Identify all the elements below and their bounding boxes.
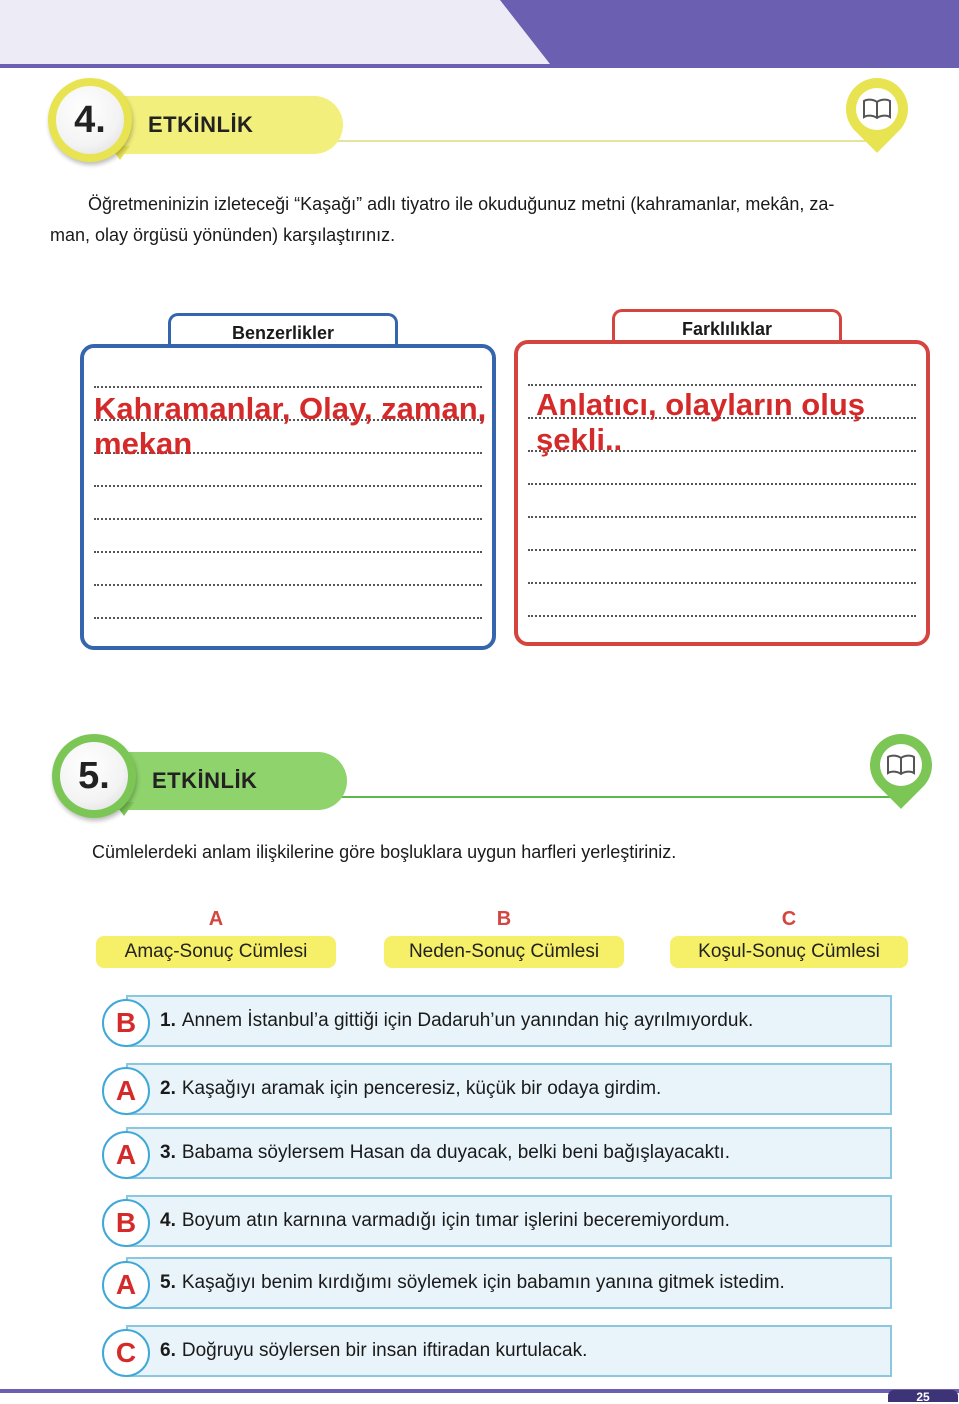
category-label: Amaç-Sonuç Cümlesi: [96, 936, 336, 968]
sentence-text: [160, 1127, 730, 1179]
sentence-row-2: [102, 1063, 892, 1115]
category-label: Koşul-Sonuç Cümlesi: [670, 936, 908, 968]
sentence-row-6: [102, 1325, 892, 1377]
answer-slot[interactable]: A: [102, 1067, 150, 1115]
activity5-number: 5.: [60, 742, 128, 810]
sentence-text: [160, 1325, 587, 1377]
answer-line: [94, 551, 482, 553]
sentence-content: Annem İstanbul’a gittiği için Dadaruh’un yanından hiç ayrılmıyorduk.: [181, 1010, 754, 1031]
sentence-row-1: [102, 995, 892, 1047]
answer-slot[interactable]: A: [102, 1261, 150, 1309]
category-letter: C: [781, 908, 797, 930]
sentence-content: Babama söylersem Hasan da duyacak, belki beni bağışlayacaktı.: [181, 1142, 730, 1163]
activity5-header: [52, 734, 932, 824]
answer-slot[interactable]: A: [102, 1131, 150, 1179]
category-letter: B: [496, 908, 512, 930]
answer-line: [94, 485, 482, 487]
answer-slot[interactable]: B: [102, 1199, 150, 1247]
sentence-content: Kaşağıyı aramak için penceresiz, küçük bir odaya girdim.: [181, 1078, 662, 1099]
page-number: 25: [888, 1390, 958, 1402]
answer-line: [94, 386, 482, 388]
category-c: [670, 906, 908, 968]
sentence-text: [160, 1257, 785, 1309]
answer-slot[interactable]: C: [102, 1329, 150, 1377]
sentence-content: Kaşağıyı benim kırdığımı söylemek için babamın yanına gitmek istedim.: [181, 1272, 785, 1293]
differences-label: Farklılıklar: [612, 309, 842, 348]
category-b: [384, 906, 624, 968]
activity4-header: [48, 78, 908, 168]
answer-line: [94, 617, 482, 619]
similarities-answer-line2: mekan: [94, 426, 193, 461]
activity4-number: 4.: [56, 86, 124, 154]
answer-line: [528, 516, 916, 518]
sentence-content: Doğruyu söylersen bir insan iftiradan kurtulacak.: [181, 1340, 588, 1361]
answer-line: [94, 584, 482, 586]
differences-answer-line2: şekli..: [536, 422, 623, 457]
activity5-number-badge: [52, 734, 136, 818]
top-band: [0, 0, 959, 68]
sentence-row-5: [102, 1257, 892, 1309]
activity4-number-badge: [48, 78, 132, 162]
activity5-instruction: Cümlelerdeki anlam ilişkilerine göre boşluklara uygun harfleri yerleştiriniz.: [92, 842, 677, 862]
sentence-number: 6.: [160, 1340, 176, 1361]
sentence-number: 5.: [160, 1272, 176, 1293]
similarities-label: Benzerlikler: [168, 313, 398, 352]
answer-slot[interactable]: B: [102, 999, 150, 1047]
sentence-text: [160, 995, 753, 1047]
answer-line: [528, 582, 916, 584]
sentence-content: Boyum atın karnına varmadığı için tımar işlerini beceremiyordum.: [181, 1210, 730, 1231]
open-book-icon: [856, 88, 898, 130]
category-letter: A: [208, 908, 224, 930]
answer-line: [94, 518, 482, 520]
top-band-line: [0, 64, 959, 68]
sentence-number: 3.: [160, 1142, 176, 1163]
sentence-row-4: [102, 1195, 892, 1247]
sentence-number: 2.: [160, 1078, 176, 1099]
differences-answer-line1: Anlatıcı, olayların oluş: [536, 387, 866, 422]
activity5-title: ETKİNLİK: [152, 768, 258, 793]
answer-line: [528, 615, 916, 617]
similarities-answer-line1: Kahramanlar, Olay, zaman,: [94, 391, 487, 426]
bottom-line: [0, 1389, 959, 1393]
differences-box[interactable]: [514, 340, 930, 646]
sentence-text: [160, 1195, 730, 1247]
answer-line: [528, 384, 916, 386]
sentence-row-3: [102, 1127, 892, 1179]
activity4-instruction-line1: Öğretmeninizin izleteceği “Kaşağı” adlı tiyatro ile okuduğunuz metni (kahramanlar, mekân, za-: [88, 194, 835, 214]
sentence-text: [160, 1063, 661, 1115]
activity4-title: ETKİNLİK: [148, 112, 254, 137]
open-book-icon: [880, 744, 922, 786]
top-band-dark: [500, 0, 959, 64]
category-a: [96, 906, 336, 968]
sentence-number: 4.: [160, 1210, 176, 1231]
category-label: Neden-Sonuç Cümlesi: [384, 936, 624, 968]
answer-line: [528, 549, 916, 551]
activity4-instruction-line2: man, olay örgüsü yönünden) karşılaştırınız.: [50, 225, 396, 245]
similarities-box[interactable]: [80, 344, 496, 650]
sentence-number: 1.: [160, 1010, 176, 1031]
answer-line: [528, 483, 916, 485]
